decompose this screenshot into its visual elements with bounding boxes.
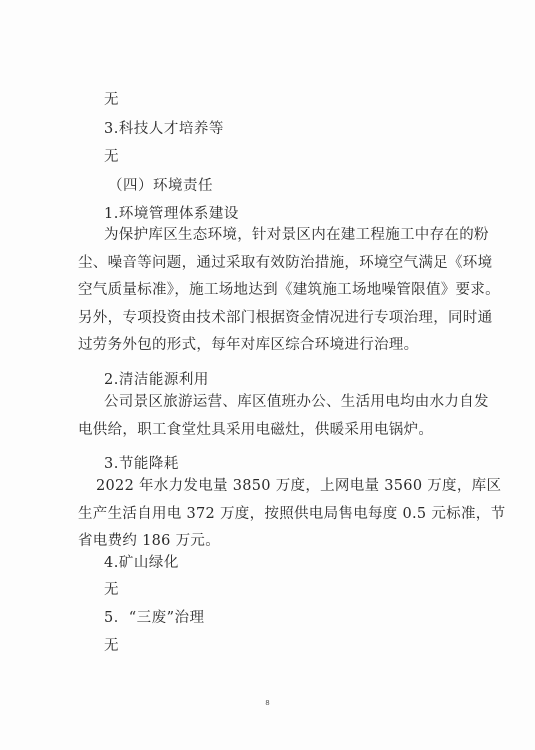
paragraph-clean-energy (78, 389, 489, 444)
paragraph-line: 过劳务外包的形式，每年对库区综合环境进行治理。 (78, 337, 419, 353)
paragraph-energy-saving (78, 473, 506, 556)
paragraph-line: 尘、噪音等问题，通过采取有效防治措施，环境空气满足《环境 (78, 254, 493, 271)
page-number: 8 (265, 699, 270, 707)
heading-energy-saving: 3.节能降耗 (104, 456, 179, 472)
heading-clean-energy: 2.清洁能源利用 (104, 372, 209, 388)
paragraph-line: 另外，专项投资由技术部门根据资金情况进行专项治理，同时通 (78, 309, 493, 326)
heading-mine-greening: 4.矿山绿化 (104, 555, 179, 571)
heading-env-management: 1.环境管理体系建设 (104, 206, 239, 222)
paragraph-line: 生产生活自用电 372 万度，按照供电局售电每度 0.5 元标准，节 (78, 505, 506, 522)
text-none-2: 无 (104, 149, 119, 165)
text-none-4: 无 (104, 638, 119, 654)
paragraph-line: 电供给，职工食堂灶具采用电磁灶，供暖采用电锅炉。 (78, 421, 434, 438)
section-heading-environment: （四）环境责任 (108, 178, 213, 194)
text-none-1: 无 (104, 92, 119, 108)
paragraph-line: 省电费约 186 万元。 (78, 533, 220, 549)
paragraph-line: 为保护库区生态环境，针对景区内在建工程施工中存在的粉 (104, 227, 489, 243)
paragraph-line: 2022 年水力发电量 3850 万度，上网电量 3560 万度，库区 (96, 478, 502, 494)
heading-tech-talent: 3.科技人才培养等 (104, 121, 224, 137)
paragraph-env-protection (78, 222, 500, 360)
paragraph-line: 空气质量标准》，施工场地达到《建筑施工场地噪管限值》要求。 (78, 282, 500, 298)
paragraph-line: 公司景区旅游运营、库区值班办公、生活用电均由水力自发 (104, 394, 489, 410)
text-none-3: 无 (104, 582, 119, 598)
heading-three-wastes: 5．“三废”治理 (104, 610, 205, 626)
